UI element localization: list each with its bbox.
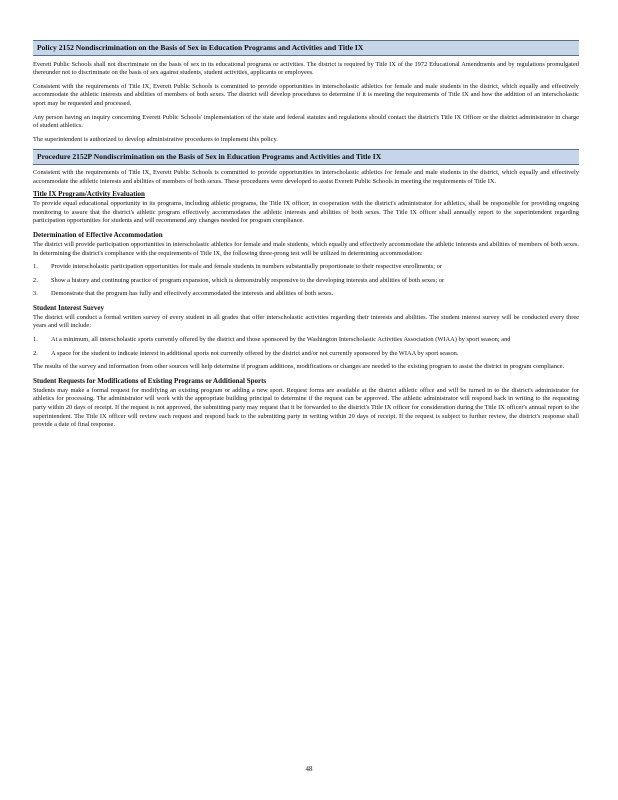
list-text: At a minimum, all interscholastic sports currently offered by the district and those sponsored by the Washington Interscholastic Activities Association (WIAA) by sport season; and [51, 336, 511, 344]
policy-paragraph-2: Consistent with the requirements of Title IX, Everett Public Schools is committed to provide opportunities in interscholastic athletics for female and male students in the district, which equally and effectively accommodate the athletic interests and abilities of members of both sexes. The district will develop procedures to determine if it is meeting the requirements of Title IX and how the addition of an interscholastic sport may be requested and processed. [33, 82, 579, 107]
procedure-title-banner: Procedure 2152P Nondiscrimination on the Basis of Sex in Education Programs and Activities and Title IX [33, 149, 579, 165]
requests-text: Students may make a formal request for modifying an existing program or adding a new sport. Request forms are available at the district athletic office and will be turned in to the district's administrator for athletics for processing. The administrator will work with the appropriate building principal to determine if the request can be approved. The athletic administrator will respond back in writing to the requesting party within 20 days of receipt. If the request is not approved, the submitting party may request that it be forwarded to the district's Title IX officer for consideration during the Title IX officer's annual report to the superintendent. The Title IX officer will review each request and respond back to the submitting party in writing within 20 days of receipt. If the request is subject to further review, the district's response shall provide a date of final response. [33, 386, 579, 429]
survey-after-text: The results of the survey and information from other sources will help determine if program additions, modifications or changes are needed to the existing program to assist the district in program compliance. [33, 363, 565, 371]
list-text: Demonstrate that the program has fully and effectively accommodated the interests and abilities of both sexes. [51, 290, 334, 298]
survey-heading: Student Interest Survey [33, 303, 105, 312]
policy-paragraph-4: The superintendent is authorized to develop administrative procedures to implement this policy. [33, 135, 278, 143]
policy-paragraph-1: Everett Public Schools shall not discriminate on the basis of sex in its educational programs or activities. The district is required by Title IX of the 1972 Educational Amendments and by regulations promulgated thereunder not to discriminate on the basis of sex against students, student activities, applicants or employees. [33, 60, 579, 77]
list-item [33, 350, 579, 359]
list-item [33, 336, 579, 345]
list-number: 3. [33, 290, 38, 298]
list-item [33, 277, 579, 286]
evaluation-heading: Title IX Program/Activity Evaluation [33, 190, 145, 199]
list-text: Provide interscholastic participation opportunities for male and female students in numbers substantially proportionate to their respective enrollments; or [51, 263, 442, 271]
accommodation-text: The district will provide participation opportunities in interscholastic athletics for female and male students, which equally and effectively accommodate the athletic interests and abilities of members of both sexes. In determining the district's compliance with the requirements of Title IX, the following three-prong test will be utilized in determining accommodation: [33, 240, 579, 257]
list-number: 1. [33, 336, 38, 344]
accommodation-heading: Determination of Effective Accommodation [33, 230, 163, 239]
list-number: 2. [33, 276, 38, 284]
policy-title-banner: Policy 2152 Nondiscrimination on the Basis of Sex in Education Programs and Activities and Title IX [33, 40, 579, 56]
requests-heading: Student Requests for Modifications of Existing Programs or Additional Sports [33, 376, 267, 385]
document-page [33, 40, 579, 435]
list-text: Show a history and continuing practice of program expansion, which is demonstrably responsive to the developing interests and abilities of both sexes; or [51, 276, 445, 284]
policy-paragraph-3: Any person having an inquiry concerning Everett Public Schools' implementation of the state and federal statutes and regulations should contact the district's Title IX Officer or the district administrator in charge of student athletics. [33, 113, 579, 130]
procedure-intro: Consistent with the requirements of Title IX, Everett Public Schools is committed to provide opportunities in interscholastic athletics for female and male students in the district, which equally and effectively accommodate the athletic interests and abilities of members of both sexes. These procedures were developed to assist Everett Public Schools in meeting the requirements of Title IX. [33, 168, 579, 185]
page-number: 48 [305, 765, 313, 773]
evaluation-text: To provide equal educational opportunity in its programs, including athletic programs, the Title IX officer, in cooperation with the district's administrator for athletics, shall be responsible for providing ongoing monitoring to assure that the district's athletic program effectively accommodates the athletic interests and abilities of both sexes. The Title IX officer shall annually report to the superintendent regarding participation opportunities for students and will recommend any changes needed for program compliance. [33, 200, 579, 225]
list-text: A space for the student to indicate interest in additional sports not currently offered by the district and/or not currently sponsored by the WIAA by sport season. [51, 349, 459, 357]
list-item [33, 290, 579, 299]
survey-text: The district will conduct a formal written survey of every student in all grades that offer interscholastic activities regarding their interests and abilities. The student interest survey will be conducted every three years and will include: [33, 313, 579, 330]
list-number: 1. [33, 263, 38, 271]
list-number: 2. [33, 349, 38, 357]
list-item [33, 263, 579, 272]
